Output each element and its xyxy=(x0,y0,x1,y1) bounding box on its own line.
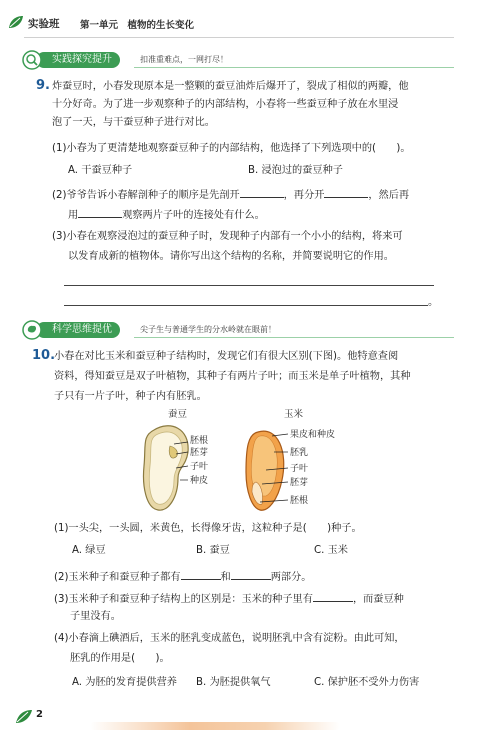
section-thinking-title: 科学思维提优 xyxy=(36,322,120,338)
q10-stem-line: 小春在对比玉米和蚕豆种子结构时，发现它们有很大区别(下图)。他特意查阅 xyxy=(54,351,399,362)
section-rule xyxy=(134,337,454,338)
q9-part2-line2 xyxy=(68,206,265,223)
page-header xyxy=(0,0,478,44)
answer-blank[interactable] xyxy=(240,186,284,198)
q10-part3-text: (3)玉米种子和蚕豆种子结构上的区别是：玉米的种子里有 xyxy=(54,594,313,605)
option-a: A. 为胚的发育提供营养 xyxy=(72,677,177,688)
corn-label: 胚芽 xyxy=(290,478,309,488)
q9-part2-text: 用 xyxy=(68,210,79,221)
option-a: A. 干蚕豆种子 xyxy=(68,165,133,176)
brand-label: 实验班 xyxy=(28,18,60,30)
q10-part2 xyxy=(54,568,311,585)
unit-title: 第一单元 植物的生长变化 xyxy=(80,20,195,31)
corn-label: 果皮和种皮 xyxy=(290,430,336,440)
corn-title: 玉米 xyxy=(284,409,304,420)
q9-part2-text: 观察两片子叶的连接处有什么。 xyxy=(122,210,265,221)
bean-label: 子叶 xyxy=(190,462,209,472)
section-practice-note: 扣准重难点，一网打尽！ xyxy=(140,55,228,64)
q9-stem-line: 十分好奇。为了进一步观察种子的内部结构，小春将一些蚕豆种子放在水里浸 xyxy=(52,99,399,110)
q9-stem-line: 炸蚕豆时，小春发现原本是一整颗的蚕豆油炸后爆开了，裂成了相似的两瓣，他 xyxy=(52,81,409,92)
corn-label: 胚根 xyxy=(290,496,309,506)
answer-blank[interactable] xyxy=(231,568,271,580)
q10-part3-line2: 子里没有。 xyxy=(70,611,121,622)
end-period: 。 xyxy=(428,297,439,308)
corn-label: 胚乳 xyxy=(290,448,309,458)
footer-decoration xyxy=(90,722,340,730)
q10-part4-line: (4)小春滴上碘酒后，玉米的胚乳变成蓝色，说明胚乳中含有淀粉。由此可知， xyxy=(54,633,405,644)
q9-part2-text: ，再分开 xyxy=(283,190,325,201)
bean-label: 种皮 xyxy=(190,476,209,486)
seed-figure xyxy=(140,408,360,514)
option-b: B. 浸泡过的蚕豆种子 xyxy=(248,165,343,176)
option-b: B. 为胚提供氧气 xyxy=(196,677,271,688)
q10-part4-line: 胚乳的作用是( )。 xyxy=(70,653,170,664)
q9-stem-line: 泡了一天，与干蚕豆种子进行对比。 xyxy=(52,117,215,128)
leaf-footer-icon xyxy=(14,708,34,724)
q10-part2-text: 两部分。 xyxy=(270,572,312,583)
q10-part3-text: ，而蚕豆种 xyxy=(352,594,404,605)
magnifier-icon xyxy=(22,50,42,70)
q10-part3-line1 xyxy=(54,590,404,607)
answer-blank[interactable] xyxy=(181,568,221,580)
option-a: A. 绿豆 xyxy=(72,545,106,556)
option-b: B. 蚕豆 xyxy=(196,545,230,556)
answer-blank[interactable] xyxy=(78,206,122,218)
brain-icon xyxy=(22,320,42,340)
q10-part2-text: 和 xyxy=(220,572,231,583)
answer-blank[interactable] xyxy=(313,590,353,602)
q9-part2-text: (2)爷爷告诉小春解剖种子的顺序是先剖开 xyxy=(52,190,240,201)
section-practice-title: 实践探究提升 xyxy=(36,52,120,68)
bean-label: 胚芽 xyxy=(190,448,209,458)
leaf-logo-icon xyxy=(8,15,24,29)
header-divider xyxy=(24,37,454,38)
page-number: 2 xyxy=(36,709,43,720)
q9-part2-text: ，然后再 xyxy=(368,190,410,201)
q10-stem-line: 子只有一片子叶，种子内有胚乳。 xyxy=(54,391,207,402)
answer-line[interactable] xyxy=(64,305,428,306)
q9-part3-line: 以发育成新的植物体。请你写出这个结构的名称，并简要说明它的作用。 xyxy=(68,251,394,262)
question-number: 9. xyxy=(36,78,50,93)
q9-part2-line1 xyxy=(52,186,409,203)
answer-line[interactable] xyxy=(64,285,434,286)
q9-part3-line: (3)小春在观察浸泡过的蚕豆种子时，发现种子内部有一个小小的结构，将来可 xyxy=(52,231,403,242)
option-c: C. 玉米 xyxy=(314,545,348,556)
option-c: C. 保护胚不受外力伤害 xyxy=(314,677,420,688)
bean-label: 胚根 xyxy=(190,436,209,446)
question-number: 10. xyxy=(32,348,56,363)
corn-label: 子叶 xyxy=(290,464,309,474)
q10-part1: (1)一头尖，一头圆，米黄色，长得像牙齿，这粒种子是( )种子。 xyxy=(54,523,362,534)
section-rule xyxy=(134,67,454,68)
bean-title: 蚕豆 xyxy=(168,409,188,420)
section-practice xyxy=(22,52,462,68)
answer-blank[interactable] xyxy=(324,186,368,198)
q10-stem-line: 资料，得知蚕豆是双子叶植物，其种子有两片子叶；而玉米是单子叶植物，其种 xyxy=(54,371,411,382)
section-thinking xyxy=(22,322,462,338)
q9-part1: (1)小春为了更清楚地观察蚕豆种子的内部结构，他选择了下列选项中的( )。 xyxy=(52,143,411,154)
section-thinking-note: 尖子生与普通学生的分水岭就在眼前！ xyxy=(140,325,276,334)
q10-part2-text: (2)玉米种子和蚕豆种子都有 xyxy=(54,572,181,583)
